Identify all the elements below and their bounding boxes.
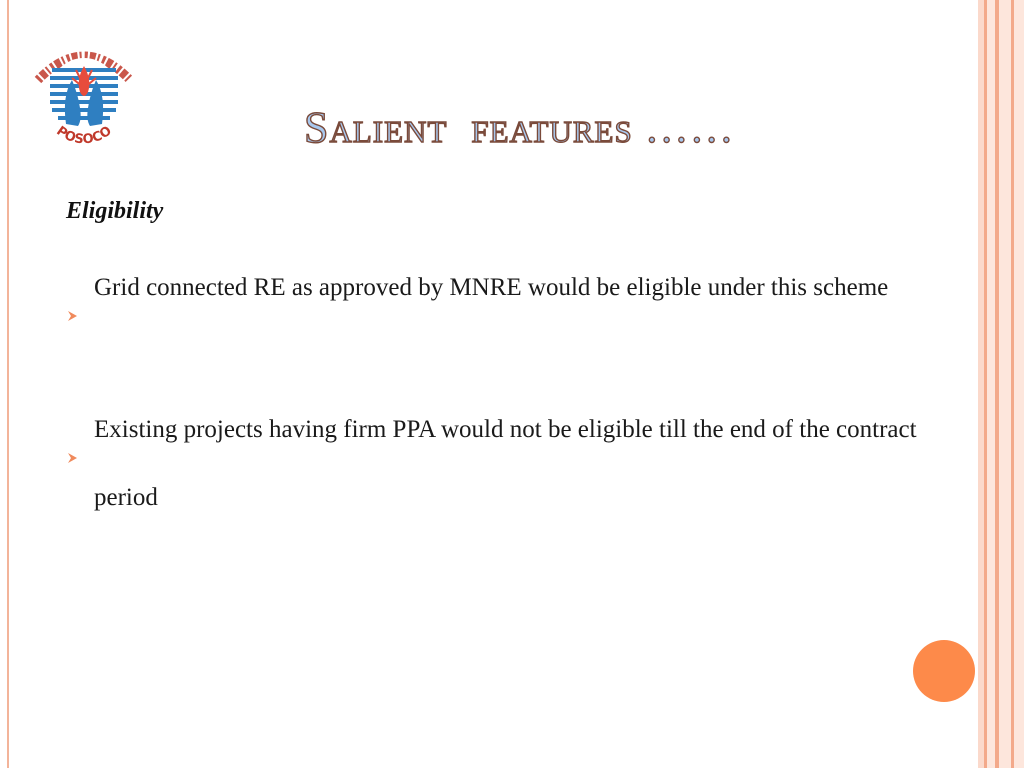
page-title: Salient features …… [304, 103, 735, 152]
list-item [66, 396, 956, 532]
left-border [7, 0, 9, 768]
arrow-bullet-icon [66, 424, 80, 438]
bullet-text: Grid connected RE as approved by MNRE would be eligible under this scheme [94, 274, 889, 301]
right-border-stripe [987, 0, 995, 768]
section-subheading: Eligibility [66, 198, 164, 224]
svg-text:POSOCO: POSOCO [53, 123, 115, 144]
right-border-stripe [999, 0, 1011, 768]
right-border-stripe [1014, 0, 1024, 768]
list-item [66, 254, 956, 322]
posoco-logo-icon [22, 36, 146, 144]
decorative-circle [913, 640, 975, 702]
bullet-text: Existing projects having firm PPA would not be eligible till the end of the contract period [94, 416, 917, 511]
arrow-bullet-icon [66, 282, 80, 296]
